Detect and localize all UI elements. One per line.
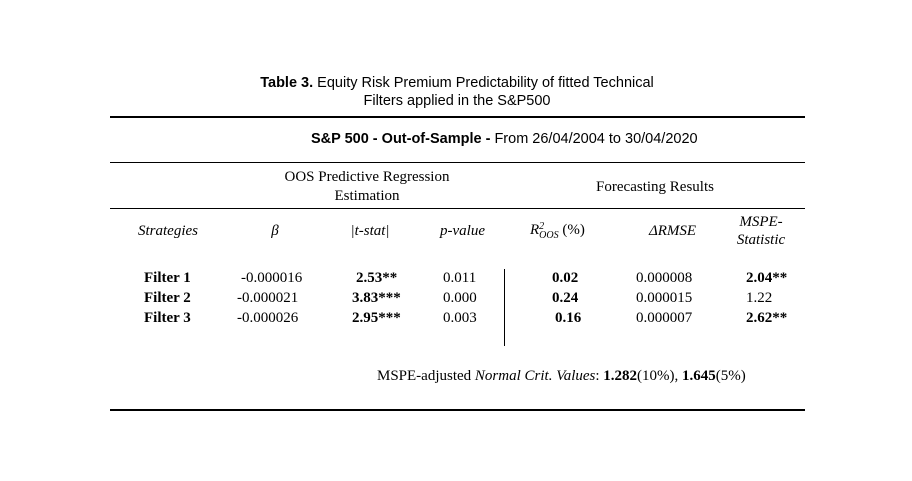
r2-unit: (%) — [562, 222, 585, 238]
row3-drmse: 0.000007 — [636, 310, 693, 326]
row1-drmse: 0.000008 — [636, 270, 693, 286]
row1-r2: 0.02 — [552, 270, 579, 286]
group-rule — [110, 208, 805, 209]
note-level-10: (10%), — [637, 368, 679, 384]
group-header-regression-line2: Estimation — [334, 188, 400, 204]
group-header-forecasting: Forecasting Results — [596, 179, 714, 195]
note-italic: Normal Crit. Values — [474, 368, 596, 384]
row3-beta: -0.000026 — [237, 310, 299, 326]
row1-tstat: 2.53** — [356, 270, 398, 286]
table-title-line1: Equity Risk Premium Predictability of fitted Technical — [317, 75, 654, 91]
group-header-regression-line1: OOS Predictive Regression — [284, 169, 450, 185]
table-subtitle — [311, 131, 698, 147]
row1-beta: -0.000016 — [241, 270, 303, 286]
top-rule — [110, 116, 805, 118]
r2-symbol: R — [530, 222, 540, 238]
table-caption-line1 — [110, 75, 804, 92]
col-header-tstat: |t-stat| — [350, 223, 390, 239]
row2-mspe: 1.22 — [746, 290, 773, 306]
note-prefix: MSPE-adjusted — [377, 368, 472, 384]
col-header-r2oos — [530, 220, 610, 240]
row3-tstat: 2.95*** — [352, 310, 401, 326]
row2-name: Filter 2 — [144, 290, 191, 306]
col-header-strategies: Strategies — [138, 223, 198, 239]
col-header-pvalue: p-value — [440, 223, 485, 239]
row2-tstat: 3.83*** — [352, 290, 401, 306]
subtitle-range: From 26/04/2004 to 30/04/2020 — [494, 131, 698, 147]
note-value-10: 1.282 — [603, 368, 638, 384]
critical-values-note — [377, 368, 746, 385]
row1-name: Filter 1 — [144, 270, 191, 286]
column-divider — [504, 269, 505, 346]
note-level-5: (5%) — [715, 368, 746, 384]
row3-mspe: 2.62** — [746, 310, 788, 326]
table-caption-line2: Filters applied in the S&P500 — [363, 93, 551, 109]
row2-r2: 0.24 — [552, 290, 579, 306]
col-header-drmse: ΔRMSE — [648, 223, 697, 239]
r2-sub: OOS — [539, 229, 559, 241]
col-header-mspe — [725, 213, 797, 249]
col-header-beta: β — [271, 223, 279, 239]
subtitle-rule — [110, 162, 805, 163]
row2-pvalue: 0.000 — [443, 290, 477, 306]
row3-name: Filter 3 — [144, 310, 191, 326]
group-header-regression — [262, 168, 472, 206]
r2-sup: 2 — [539, 220, 545, 232]
col-header-mspe-line1: MSPE- — [739, 214, 783, 230]
row2-drmse: 0.000015 — [636, 290, 693, 306]
bottom-rule — [110, 409, 805, 411]
row1-mspe: 2.04** — [746, 270, 788, 286]
note-value-5: 1.645 — [682, 368, 716, 384]
row1-pvalue: 0.011 — [443, 270, 477, 286]
row3-r2: 0.16 — [555, 310, 582, 326]
subtitle-bold: S&P 500 - Out-of-Sample - — [311, 131, 491, 147]
note-colon: : — [595, 368, 600, 384]
row2-beta: -0.000021 — [237, 290, 299, 306]
table-label: Table 3. — [260, 75, 314, 91]
col-header-mspe-line2: Statistic — [736, 232, 786, 248]
row3-pvalue: 0.003 — [443, 310, 477, 326]
